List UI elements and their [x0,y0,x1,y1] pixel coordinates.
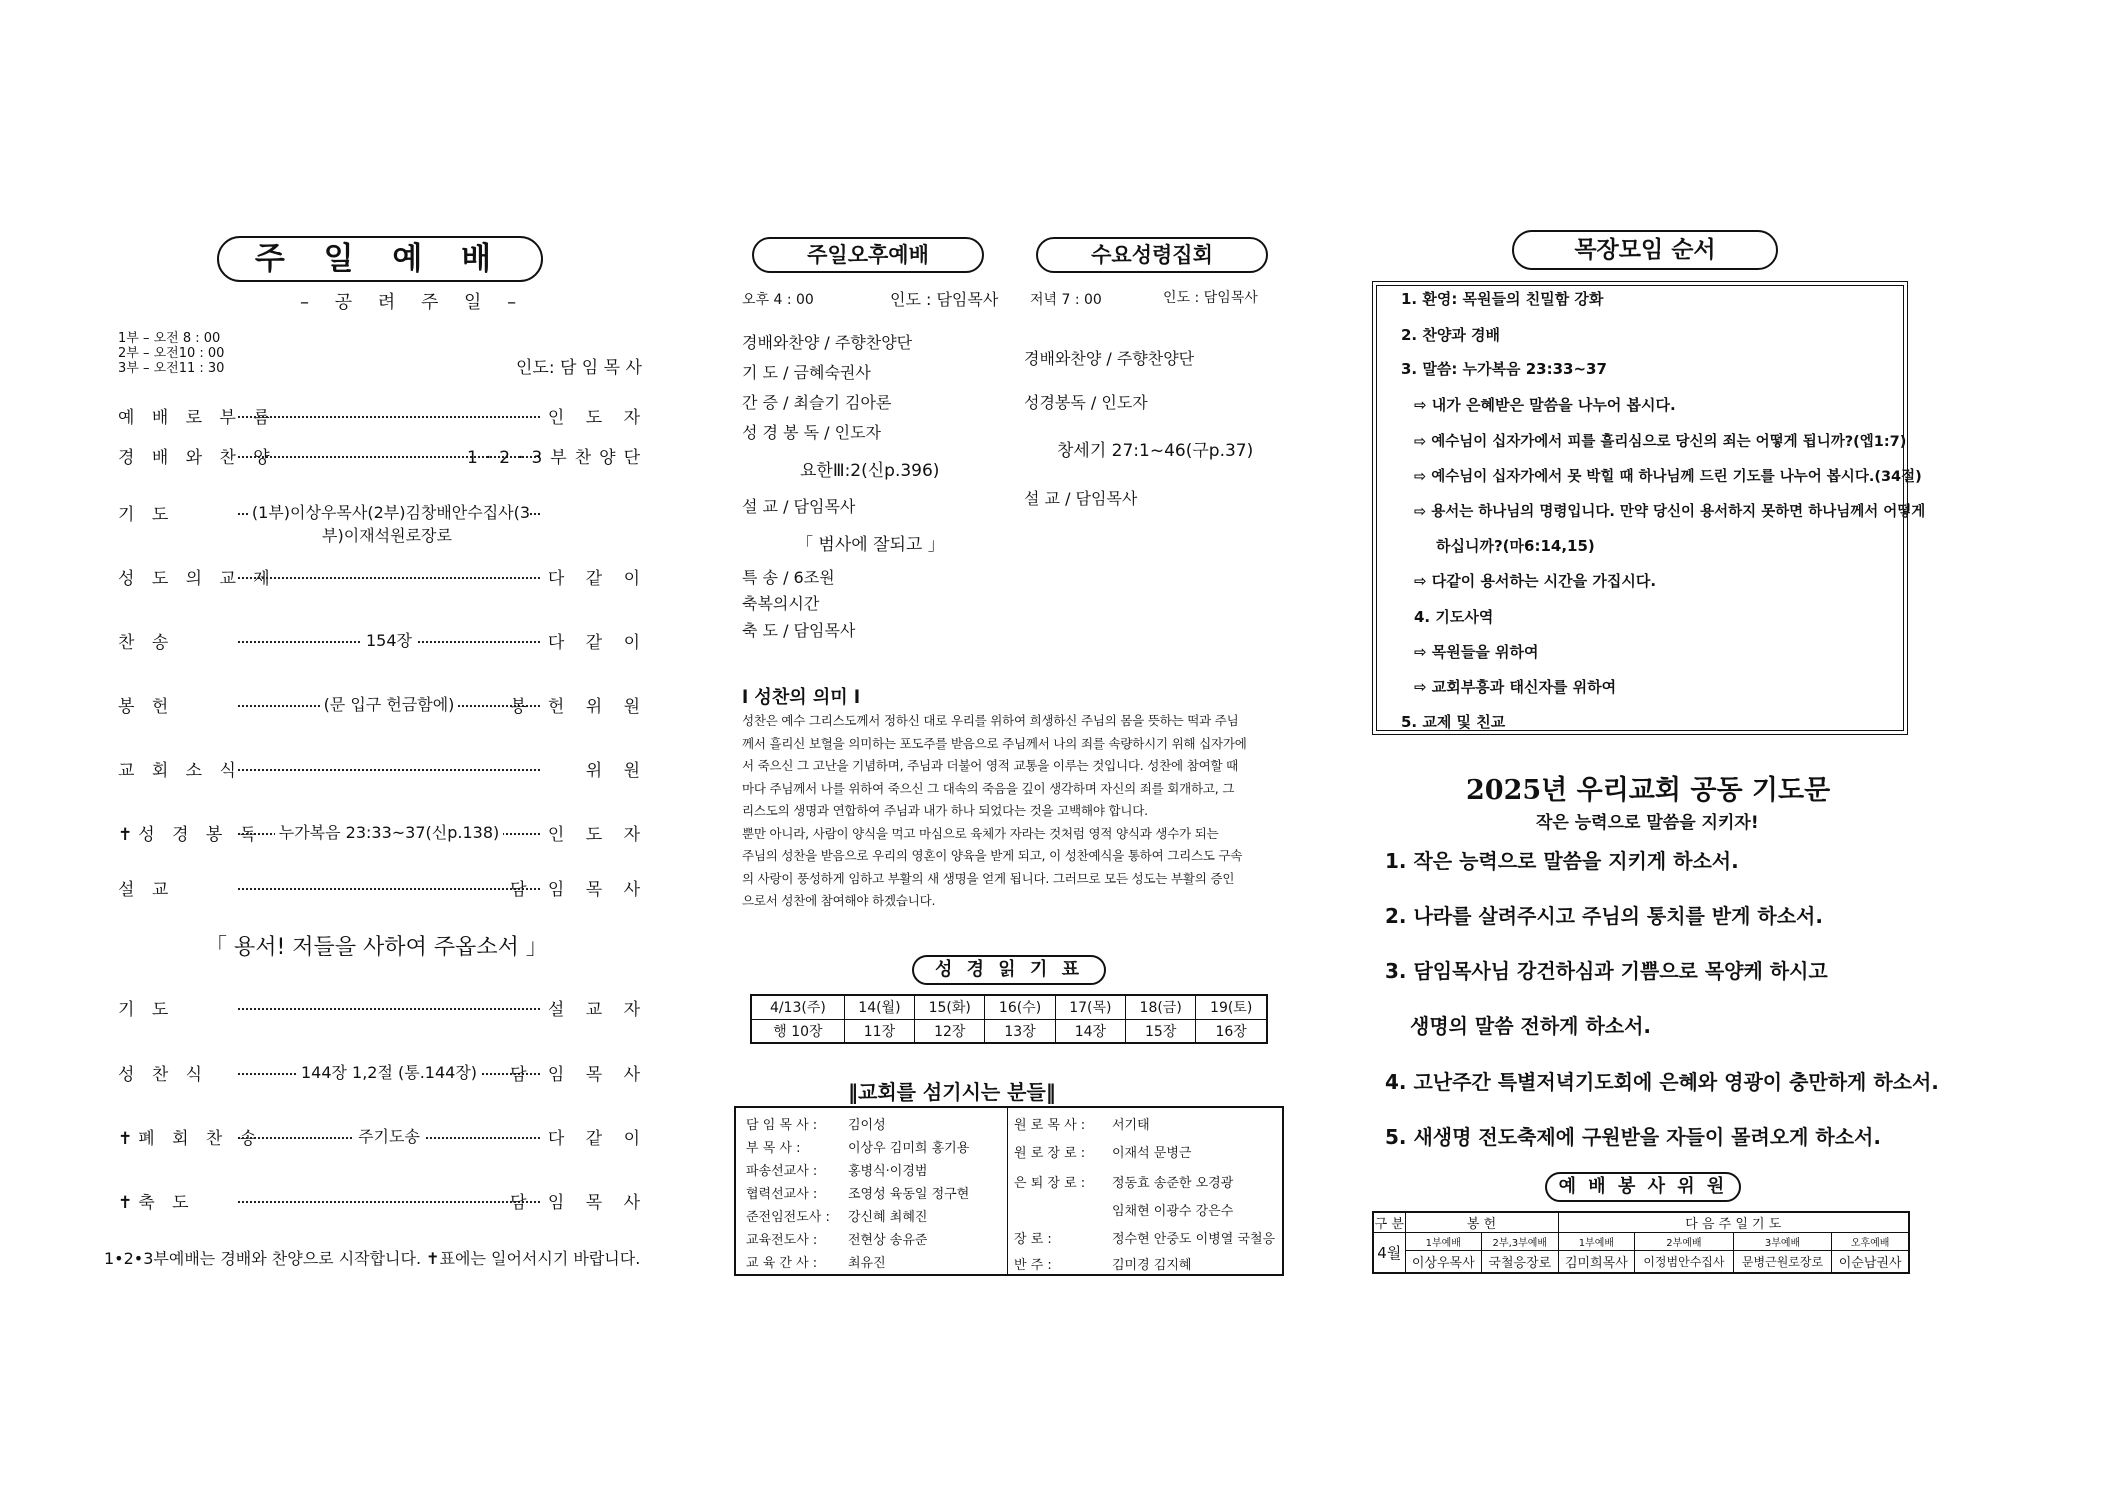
staff-role: 교육전도사 : [746,1233,818,1248]
afternoon-item: 축복의시간 [742,594,820,613]
main-service-title: 주 일 예 배 [254,241,506,277]
date-cell: 17(목) [1055,995,1125,1019]
date-cell: 19(토) [1196,995,1267,1019]
order-label: 경 배 와 찬 양 [118,448,276,468]
footnote: 1•2•3부예배는 경배와 찬양으로 시작합니다. ✝표에는 일어서시기 바랍니다. [104,1249,641,1268]
staff-names: 정동효 송준한 오경광 [1112,1176,1234,1191]
order-person: 위 원 [585,761,648,781]
sub-header: 2부,3부예배 [1482,1233,1559,1251]
sub-header: 1부예배 [1405,1233,1482,1251]
prayer-item: 1. 작은 능력으로 말씀을 지키게 하소서. [1385,849,1739,873]
order-row [118,875,648,901]
order-row [118,692,648,718]
order-detail: (1부)이상우목사(2부)김창배안수집사(3부)이재석원로장로 [248,503,530,545]
staff-names: 김미경 김지혜 [1112,1258,1192,1273]
order-person: 인 도 자 [547,825,648,845]
order-middle [238,820,540,843]
order-detail: 누가복음 23:33~37(신p.138) [275,823,504,842]
service-times [118,331,224,376]
order-middle [238,1060,540,1083]
cell-title-frame [1512,230,1778,270]
order-middle [238,1124,540,1147]
order-label: ✝성 경 봉 독 [118,825,263,845]
prayer-title: 2025년 우리교회 공동 기도문 [1466,775,1831,806]
staff-names: 강신혜 최혜진 [848,1210,928,1225]
order-label: 설 교 [118,880,175,900]
meaning-paragraph [742,710,1277,913]
order-row [118,1060,648,1086]
order-person: 다 같 이 [547,569,648,589]
date-cell: 15(화) [915,995,985,1019]
leader-dots [238,577,540,579]
wednesday-time: 저녁 7 : 00 [1030,292,1102,308]
name-cell: 이정범안수집사 [1635,1251,1734,1273]
leader-dots [238,769,540,771]
wednesday-item: 창세기 27:1~46(구p.37) [1057,441,1254,461]
name-cell: 김미희목사 [1558,1251,1635,1273]
meaning-line: 주님의 성찬을 받음으로 우리의 영혼이 양육을 받게 되고, 이 성찬예식을 통하여 그리스도 구속 [742,848,1243,863]
cell-item: 3. 말씀: 누가복음 23:33~37 [1401,360,1607,378]
order-label: 교 회 소 식 [118,761,242,781]
staff-names: 조영성 육동일 정구현 [848,1187,970,1202]
committee-title: 예 배 봉 사 위 원 [1558,1176,1728,1197]
staff-names: 임채현 이광수 강은수 [1112,1204,1234,1219]
order-label: 예 배 로 부 름 [118,408,276,428]
order-person: 인 도 자 [547,408,648,428]
staff-role: 준전임전도사 : [746,1210,830,1225]
wednesday-item: 경배와찬양 / 주향찬양단 [1024,349,1195,368]
meaning-line: 뿐만 아니라, 사람이 양식을 먹고 마심으로 육체가 자라는 것처럼 영적 양식과 생수가 되는 [742,825,1219,841]
prayer-subtitle: 작은 능력으로 말씀을 지키자! [1536,813,1759,833]
wednesday-title: 수요성령집회 [1091,243,1213,267]
afternoon-item: 경배와찬양 / 주향찬양단 [742,333,913,352]
order-row [118,443,648,469]
sub-header: 2부예배 [1635,1233,1734,1251]
leader-dots [238,416,540,418]
prayer-item: 4. 고난주간 특별저녁기도회에 은혜와 영광이 충만하게 하소서. [1385,1070,1939,1094]
meaning-line: 께서 흘리신 보혈을 의미하는 포도주를 받음으로 주님께서 나의 죄를 속량하시기 위해 십자가에 [742,735,1247,751]
bible-reading-title: 성 경 읽 기 표 [934,959,1083,980]
order-row [118,500,648,545]
meaning-heading: l 성찬의 의미 l [742,687,861,708]
staff-names: 전현상 송유준 [848,1233,928,1248]
order-person: 봉 헌 위 원 [510,697,648,717]
date-cell: 18(금) [1126,995,1196,1019]
main-service-title-frame [217,236,543,282]
staff-names: 서기태 [1112,1118,1150,1133]
cell-item: 4. 기도사역 [1414,608,1494,626]
wednesday-leader: 인도 : 담임목사 [1163,290,1258,306]
staff-role: 반 주 : [1014,1258,1052,1273]
staff-names: 이재석 문병근 [1112,1146,1192,1161]
name-cell: 문병근원로장로 [1733,1251,1832,1273]
order-person: 담 임 목 사 [510,1193,648,1213]
main-leader: 인도: 담 임 목 사 [516,358,642,378]
leader-dots [238,1201,540,1203]
staff-role: 파송선교사 : [746,1164,818,1179]
main-service-subtitle: – 공 려 주 일 – [300,292,527,313]
afternoon-item: 기 도 / 금혜숙권사 [742,363,871,382]
order-label: ✝축 도 [118,1193,195,1213]
cell-item: 하십니까?(마6:14,15) [1436,537,1595,555]
date-cell: 14(월) [844,995,914,1019]
staff-role: 원 로 목 사 : [1014,1118,1086,1133]
committee-table [1372,1211,1910,1274]
cell-item: ⇨ 용서는 하나님의 명령입니다. 만약 당신이 용서하지 못하면 하나님께서 어떻게 [1414,504,1926,520]
staff-names: 정수현 안중도 이병열 국철응 [1112,1232,1276,1247]
order-person: 담 임 목 사 [510,880,648,900]
order-row [118,403,648,429]
service-time-1: 1부 – 오전 8 : 00 [118,331,221,346]
cell-item: ⇨ 예수님이 십자가에서 못 박힐 때 하나님께 드린 기도를 나누어 봅시다.(34절) [1414,469,1922,485]
order-detail: 144장 1,2절 (통.144장) [297,1063,481,1082]
order-middle [238,628,540,651]
order-detail: (문 입구 헌금함에) [320,695,459,714]
order-person: 다 같 이 [547,633,648,653]
chapter-cell: 11장 [844,1019,914,1043]
cell-item: 1. 환영: 목원들의 친밀함 강화 [1401,290,1604,308]
name-cell: 이순남권사 [1832,1251,1909,1273]
month-cell: 4월 [1373,1233,1405,1273]
chapter-cell: 행 10장 [751,1019,844,1043]
order-row [118,564,648,590]
sermon-title: 「 용서! 저들을 사하여 주옵소서 」 [205,935,548,960]
prayer-item: 2. 나라를 살려주시고 주님의 통치를 받게 하소서. [1385,904,1823,928]
staff-names: 이상우 김미희 홍기용 [848,1141,970,1156]
order-label: 찬 송 [118,633,175,653]
afternoon-title: 주일오후예배 [807,243,929,267]
meaning-line: 리스도의 생명과 연합하여 주님과 내가 하나 되었다는 것을 고백해야 합니다. [742,803,1148,818]
service-time-2: 2부 – 오전10 : 00 [118,346,225,361]
staff-role: 교 육 간 사 : [746,1256,818,1271]
meaning-line: 서 죽으신 그 고난을 기념하며, 주님과 더불어 영적 교통을 이루는 것입니다. 성찬에 참여할 때 [742,758,1238,773]
chapter-cell: 12장 [915,1019,985,1043]
order-person: 설 교 자 [547,1000,648,1020]
order-label: 성 찬 식 [118,1065,209,1085]
order-row [118,628,648,654]
cell-item: ⇨ 내가 은혜받은 말씀을 나누어 봅시다. [1414,396,1676,414]
date-cell: 4/13(주) [751,995,844,1019]
header-offering: 봉 헌 [1405,1212,1558,1233]
sub-header: 1부예배 [1558,1233,1635,1251]
staff-role: 부 목 사 : [746,1141,801,1156]
meaning-line: 의 사랑이 풍성하게 임하고 부활의 새 생명을 얻게 됩니다. 그러므로 모든 성도는 부활의 증인 [742,870,1235,886]
name-cell: 국철응장로 [1482,1251,1559,1273]
afternoon-time: 오후 4 : 00 [742,292,814,308]
order-row [118,820,648,846]
meaning-line: 마다 주님께서 나를 위하여 죽으신 그 대속의 죽음을 깊이 생각하며 자신의 죄를 회개하고, 그 [742,780,1235,796]
afternoon-item: 요한Ⅲ:2(신p.396) [800,461,940,481]
chapter-cell: 14장 [1055,1019,1125,1043]
bible-reading-table [750,994,1268,1044]
order-label: ✝폐 회 찬 송 [118,1129,263,1149]
order-row [118,756,648,782]
afternoon-item: 설 교 / 담임목사 [742,497,856,516]
bible-reading-title-frame [912,955,1106,985]
staff-role: 원 로 장 로 : [1014,1146,1086,1161]
cell-item: 2. 찬양과 경배 [1401,326,1501,344]
cell-item: 5. 교제 및 친교 [1401,713,1506,731]
order-row [118,1124,648,1150]
servants-divider [1007,1108,1008,1274]
order-detail: 154장 [362,631,416,650]
order-row [118,995,648,1021]
committee-title-frame [1545,1172,1741,1202]
order-person: 담 임 목 사 [510,1065,648,1085]
staff-role: 담 임 목 사 : [746,1118,818,1133]
header-gubun: 구 분 [1373,1212,1405,1233]
meaning-line: 으로서 성찬에 참여해야 하겠습니다. [742,893,936,908]
afternoon-item: 「 범사에 잘되고 」 [796,535,945,555]
date-cell: 16(수) [985,995,1055,1019]
cell-item: ⇨ 교회부흥과 태신자를 위하여 [1414,678,1617,696]
bible-reading-dates [751,995,1267,1019]
chapter-cell: 13장 [985,1019,1055,1043]
order-row [118,1188,648,1214]
service-time-3: 3부 – 오전11 : 30 [118,361,225,376]
bible-reading-chapters [751,1019,1267,1043]
servants-box [734,1106,1284,1276]
prayer-item: 3. 담임목사님 강건하심과 기쁨으로 목양케 하시고 [1385,959,1828,983]
staff-role: 장 로 : [1014,1232,1052,1247]
afternoon-item: 간 증 / 최슬기 김아론 [742,393,892,412]
afternoon-item: 축 도 / 담임목사 [742,621,856,640]
leader-dots [238,1008,540,1010]
order-person: 다 같 이 [547,1129,648,1149]
cell-item: ⇨ 목원들을 위하여 [1414,643,1539,661]
header-next-prayer: 다 음 주 일 기 도 [1558,1212,1909,1233]
cell-title: 목장모임 순서 [1574,237,1716,263]
staff-role: 협력선교사 : [746,1187,818,1202]
staff-role: 은 퇴 장 로 : [1014,1176,1086,1191]
staff-names: 홍병식·이경범 [848,1164,928,1179]
sub-header: 3부예배 [1733,1233,1832,1251]
order-middle [238,692,540,715]
wednesday-title-frame [1036,237,1268,273]
afternoon-item: 특 송 / 6조원 [742,568,835,587]
wednesday-item: 성경봉독 / 인도자 [1024,393,1148,412]
order-label: 봉 헌 [118,697,175,717]
afternoon-title-frame [752,237,984,273]
name-cell: 이상우목사 [1405,1251,1482,1273]
order-middle [238,500,540,546]
afternoon-leader: 인도 : 담임목사 [890,290,999,309]
sub-header: 오후예배 [1832,1233,1909,1251]
prayer-item: 5. 새생명 전도축제에 구원받을 자들이 몰려오게 하소서. [1385,1125,1881,1149]
chapter-cell: 15장 [1126,1019,1196,1043]
order-label: 기 도 [118,1000,175,1020]
staff-names: 김이성 [848,1118,886,1133]
order-person: 1·2·3부찬양단 [467,448,648,468]
chapter-cell: 16장 [1196,1019,1267,1043]
wednesday-item: 설 교 / 담임목사 [1024,489,1138,508]
meaning-line: 성찬은 예수 그리스도께서 정하신 대로 우리를 위하여 희생하신 주님의 몸을 뜻하는 떡과 주님 [742,713,1239,728]
cell-item: ⇨ 예수님이 십자가에서 피를 흘리심으로 당신의 죄는 어떻게 됩니까?(엡1:7) [1414,434,1907,450]
order-label: 기 도 [118,505,175,525]
prayer-item: 생명의 말씀 전하게 하소서. [1410,1014,1652,1038]
leader-dots [238,888,540,890]
cell-item: ⇨ 다같이 용서하는 시간을 가집시다. [1414,572,1657,590]
order-label: 성 도 의 교 제 [118,569,276,589]
order-detail: 주기도송 [354,1127,424,1146]
afternoon-item: 성 경 봉 독 / 인도자 [742,423,882,442]
servants-title: ‖교회를 섬기시는 분들‖ [848,1080,1056,1104]
staff-names: 최유진 [848,1256,886,1271]
